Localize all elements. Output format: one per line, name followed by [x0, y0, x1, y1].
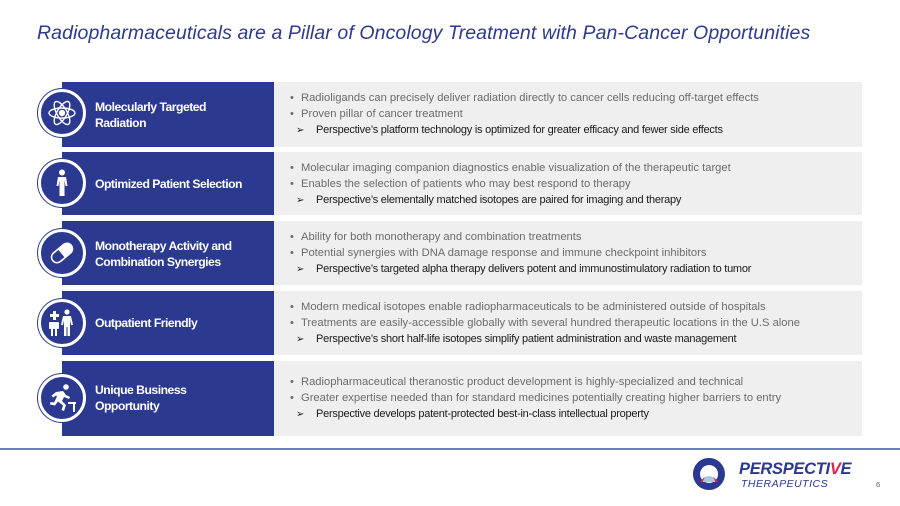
- sub-bullet-text: Perspective’s targeted alpha therapy delivers potent and immunostimulatory radiation to tumor: [316, 263, 752, 275]
- sub-bullet: [290, 192, 862, 209]
- runner-hurdle-icon: [38, 374, 86, 422]
- bullet-text: Molecular imaging companion diagnostics enable visualization of the therapeutic target: [301, 162, 731, 174]
- bullet-dot: •: [290, 246, 294, 259]
- bullet-dot: •: [290, 231, 294, 243]
- label-line: Outpatient Friendly: [95, 316, 198, 330]
- patient-medical-icon: [38, 299, 86, 347]
- row-molecularly-targeted: [38, 82, 862, 147]
- bullet-text: Potential synergies with DNA damage response and immune checkpoint inhibitors: [301, 246, 707, 259]
- human-body-icon: [38, 159, 86, 207]
- row-content: [274, 221, 862, 285]
- bullet-item: [290, 300, 862, 316]
- label-line: Unique Business: [95, 383, 187, 397]
- bullet-text: Ability for both monotherapy and combination treatments: [301, 231, 582, 243]
- logo-mark-icon: [688, 456, 730, 492]
- label-line: Opportunity: [95, 399, 160, 413]
- slide-title: Radiopharmaceuticals are a Pillar of Oncology Treatment with Pan-Cancer Opportunities: [37, 22, 811, 44]
- arrow-bullet-icon: ➢: [296, 334, 305, 345]
- logo-text: PERSPECTI: [739, 460, 830, 478]
- arrow-bullet-icon: ➢: [296, 195, 305, 206]
- bullet-item: [290, 91, 862, 107]
- sub-bullet-text: Perspective develops patent-protected best-in-class intellectual property: [316, 408, 649, 420]
- bullet-text: Radioligands can precisely deliver radiation directly to cancer cells reducing off-target effects: [301, 92, 759, 104]
- bullet-text: Proven pillar of cancer treatment: [301, 107, 463, 120]
- bullet-dot: •: [290, 301, 294, 313]
- arrow-bullet-icon: ➢: [296, 125, 305, 136]
- bullet-dot: •: [290, 162, 294, 174]
- label-line: Molecularly Targeted: [95, 100, 207, 114]
- label-line: Optimized Patient Selection: [95, 177, 242, 191]
- pill-icon: [38, 229, 86, 277]
- row-patient-selection: [38, 152, 862, 215]
- logo-subtitle: THERAPEUTICS: [741, 478, 829, 490]
- row-content: [274, 361, 862, 436]
- bullet-dot: •: [290, 391, 294, 404]
- bullet-text: Treatments are easily-accessible globally with several hundred therapeutic locations in the U.S alone: [301, 316, 800, 329]
- sub-bullet-text: Perspective’s platform technology is optimized for greater efficacy and fewer side effects: [316, 124, 723, 136]
- footer-divider: [0, 448, 900, 450]
- bullet-text: Enables the selection of patients who may best respond to therapy: [301, 177, 631, 190]
- bullet-item: [290, 177, 862, 193]
- bullet-text: Greater expertise needed than for standard medicines potentially creating higher barriers to entry: [301, 391, 782, 404]
- bullet-item: [290, 107, 862, 123]
- company-logo: [688, 455, 888, 495]
- arrow-bullet-icon: ➢: [296, 409, 305, 420]
- bullet-text: Radiopharmaceutical theranostic product development is highly-specialized and technical: [301, 376, 744, 388]
- sub-bullet: [290, 122, 862, 139]
- sub-bullet-text: Perspective’s elementally matched isotopes are paired for imaging and therapy: [316, 194, 682, 206]
- label-line: Monotherapy Activity and: [95, 239, 232, 253]
- sub-bullet: [290, 261, 862, 278]
- atom-icon: [38, 89, 86, 137]
- bullet-dot: •: [290, 316, 294, 329]
- bullet-item: [290, 316, 862, 332]
- row-content: [274, 291, 862, 355]
- label-line: Combination Synergies: [95, 255, 221, 269]
- bullet-item: [290, 161, 862, 177]
- sub-bullet: [290, 406, 862, 423]
- bullet-item: [290, 391, 862, 407]
- bullet-item: [290, 375, 862, 391]
- row-content: [274, 152, 862, 215]
- page-number: 6: [876, 480, 881, 489]
- row-outpatient: [38, 291, 862, 355]
- row-monotherapy: [38, 221, 862, 285]
- bullet-item: [290, 230, 862, 246]
- bullet-dot: •: [290, 92, 294, 104]
- arrow-bullet-icon: ➢: [296, 264, 305, 275]
- bullet-dot: •: [290, 376, 294, 388]
- label-line: Radiation: [95, 116, 147, 130]
- bullet-dot: •: [290, 107, 294, 120]
- bullet-dot: •: [290, 177, 294, 190]
- bullet-text: Modern medical isotopes enable radiopharmaceuticals to be administered outside of hospitals: [301, 301, 766, 313]
- bullet-item: [290, 246, 862, 262]
- row-content: [274, 82, 862, 147]
- sub-bullet-text: Perspective’s short half-life isotopes simplify patient administration and waste management: [316, 333, 737, 345]
- logo-text: E: [840, 460, 852, 478]
- row-unique-business: [38, 361, 862, 436]
- logo-wordmark: [739, 460, 851, 479]
- sub-bullet: [290, 331, 862, 348]
- logo-text-highlight: V: [829, 460, 841, 478]
